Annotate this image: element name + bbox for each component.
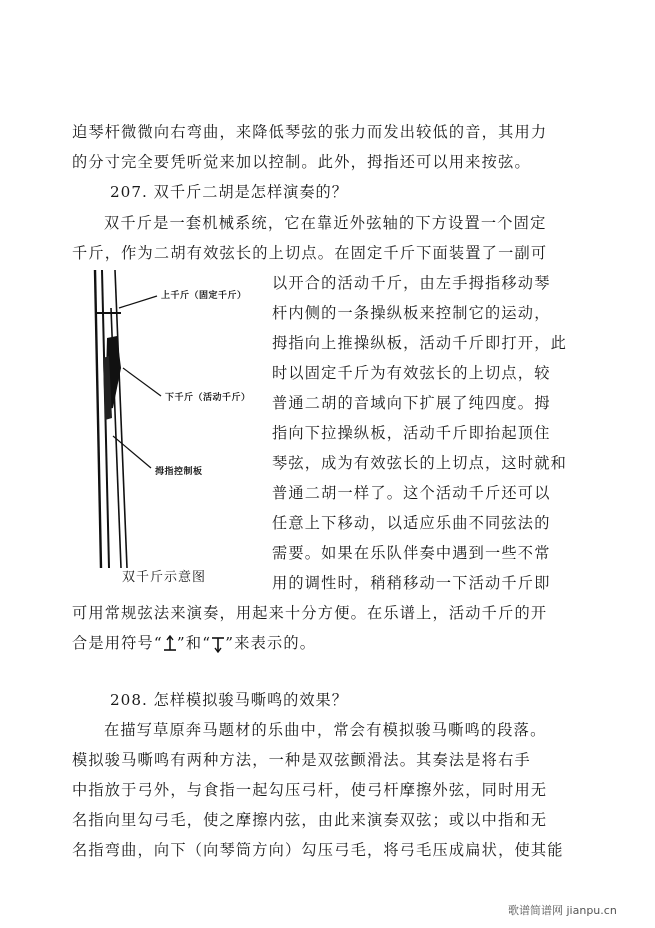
label-thumb-plate: 拇指控制板	[155, 467, 203, 477]
text-line: 普通二胡一样了。这个活动千斤还可以	[272, 484, 551, 502]
text-line: 拇指向上推操纵板，活动千斤即打开，此	[272, 334, 567, 352]
text-fragment: 合是用符号“	[72, 634, 163, 652]
text-line: 任意上下移动，以适应乐曲不同弦法的	[272, 514, 551, 532]
section-heading-208: 208. 怎样模拟骏马嘶鸣的效果？	[110, 691, 348, 709]
text-line-with-symbols	[72, 633, 316, 653]
double-qianjin-diagram	[85, 268, 265, 573]
text-line: 名指弯曲，向下（向琴筒方向）勾压弓毛，将弓毛压成扁状，使其能	[72, 841, 564, 859]
text-line: 迫琴杆微微向右弯曲，来降低琴弦的张力而发出较低的音，其用力	[72, 123, 548, 141]
text-fragment: ”和“	[176, 634, 212, 652]
text-line: 中指放于弓外，与食指一起勾压弓杆，使弓杆摩擦外弦，同时用无	[72, 781, 548, 799]
text-line: 千斤，作为二胡有效弦长的上切点。在固定千斤下面装置了一副可	[72, 244, 548, 262]
watermark: 歌谱简谱网 jianpu.cn	[508, 904, 617, 917]
text-line: 可用常规弦法来演奏，用起来十分方便。在乐谱上，活动千斤的开	[72, 604, 548, 622]
text-line: 杆内侧的一条操纵板来控制它的运动，	[272, 304, 551, 322]
text-line: 以开合的活动千斤，由左手拇指移动琴	[272, 274, 551, 292]
close-symbol-icon	[211, 635, 225, 653]
section-heading-207: 207. 双千斤二胡是怎样演奏的？	[110, 183, 348, 201]
string-line	[115, 270, 127, 568]
text-line: 在描写草原奔马题材的乐曲中，常会有模拟骏马嘶鸣的段落。	[104, 721, 547, 739]
figure-caption: 双千斤示意图	[122, 570, 207, 585]
diagram-drawing	[85, 268, 265, 573]
text-line: 普通二胡的音域向下扩展了纯四度。拇	[272, 394, 551, 412]
text-line: 需要。如果在乐队伴奏中遇到一些不常	[272, 544, 551, 562]
open-symbol-icon	[163, 635, 177, 653]
text-fragment: ”来表示的。	[225, 634, 317, 652]
label-upper-qianjin: 上千斤（固定千斤）	[161, 291, 247, 301]
text-line: 的分寸完全要凭听觉来加以控制。此外，拇指还可以用来按弦。	[72, 153, 531, 171]
text-line: 用的调性时，稍稍移动一下活动千斤即	[272, 574, 551, 592]
label-lower-qianjin: 下千斤（活动千斤）	[165, 393, 251, 403]
text-line: 琴弦，成为有效弦长的上切点，这时就和	[272, 454, 567, 472]
text-line: 名指向里勾弓毛，使之摩擦内弦，由此来演奏双弦；或以中指和无	[72, 811, 548, 829]
text-line: 双千斤是一套机械系统，它在靠近外弦轴的下方设置一个固定	[104, 214, 547, 232]
text-line: 指向下拉操纵板，活动千斤即抬起顶住	[272, 424, 551, 442]
text-line: 模拟骏马嘶鸣有两种方法，一种是双弦颤滑法。其奏法是将右手	[72, 751, 531, 769]
neck-line	[95, 270, 101, 568]
leader-line	[123, 368, 161, 396]
text-line: 时以固定千斤为有效弦长的上切点，较	[272, 364, 551, 382]
leader-line	[113, 436, 151, 468]
leader-line	[119, 296, 157, 308]
